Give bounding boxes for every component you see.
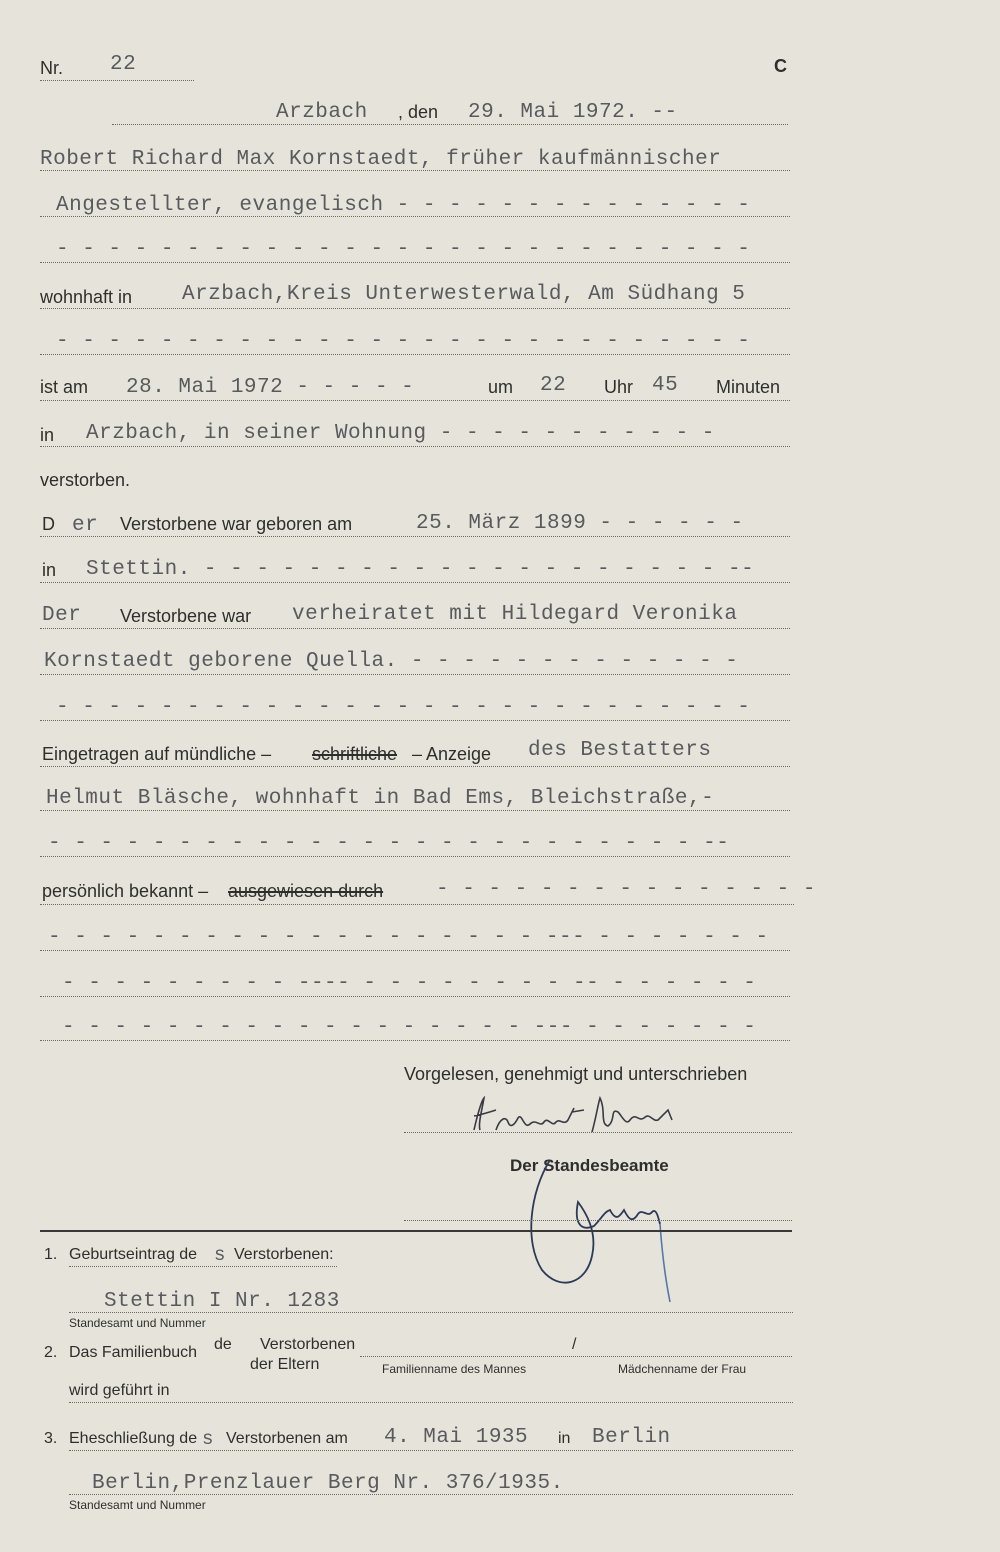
note-2-eltern: der Eltern bbox=[250, 1356, 320, 1373]
residence-underline-2 bbox=[40, 354, 790, 355]
report-underline-1 bbox=[40, 766, 790, 767]
report-label-prefix: Eingetragen auf mündliche – bbox=[42, 744, 272, 764]
note-2-caption-wife: Mädchenname der Frau bbox=[618, 1362, 747, 1376]
identity-filler-line-1: - - - - - - - - - - - - - - - - - - - --- - - - - - - - bbox=[48, 926, 769, 949]
birth-er-typed: er bbox=[72, 514, 99, 537]
ist-am-label: ist am bbox=[40, 377, 89, 397]
residence-label: wohnhaft in bbox=[40, 287, 133, 307]
note-1-label-2: Verstorbenen: bbox=[234, 1246, 334, 1263]
death-in-label: in bbox=[40, 425, 55, 445]
residence-filler: - - - - - - - - - - - - - - - - - - - - - - - - - - - bbox=[56, 330, 751, 353]
name-underline-2 bbox=[40, 216, 790, 217]
note-3-label-2: Verstorbenen am bbox=[226, 1430, 348, 1447]
marriage-der-typed: Der bbox=[42, 604, 82, 627]
reporter-signature-line bbox=[404, 1132, 792, 1133]
note-1-s-typed: s bbox=[214, 1244, 226, 1266]
birth-d-label: D bbox=[42, 514, 55, 534]
reporter-name-address: Helmut Bläsche, wohnhaft in Bad Ems, Bleichstraße,- bbox=[46, 787, 715, 810]
name-underline-3 bbox=[40, 262, 790, 263]
note-3-s-typed: s bbox=[202, 1428, 214, 1450]
registrar-signature bbox=[520, 1152, 700, 1312]
minuten-label: Minuten bbox=[716, 377, 781, 397]
deceased-name-line-1: Robert Richard Max Kornstaedt, früher kaufmännischer bbox=[40, 148, 722, 171]
identity-filler-line-2: - - - - - - - - - ---- - - - - - - - - -- - - - - - - bbox=[62, 972, 757, 995]
birth-register-entry: Stettin I Nr. 1283 bbox=[104, 1290, 340, 1313]
verstorben-label: verstorben. bbox=[40, 470, 131, 490]
deceased-name-line-3: - - - - - - - - - - - - - - - - - - - - - - - - - - - bbox=[56, 238, 751, 261]
identity-underline-2 bbox=[40, 996, 790, 997]
note-1-value-underline bbox=[69, 1312, 793, 1313]
residence-value: Arzbach,Kreis Unterwesterwald, Am Südhang 5 bbox=[182, 283, 746, 306]
um-label: um bbox=[488, 377, 514, 397]
nr-value: 22 bbox=[110, 53, 137, 76]
note-3-in-label: in bbox=[558, 1430, 571, 1447]
identity-struck-option: ausgewiesen durch bbox=[228, 881, 384, 901]
identity-underline-3 bbox=[40, 1040, 790, 1041]
register-letter: C bbox=[774, 56, 787, 76]
note-2-de: de bbox=[214, 1336, 232, 1353]
place-of-registration: Arzbach bbox=[276, 101, 368, 124]
report-underline-3 bbox=[40, 856, 790, 857]
marital-status: verheiratet mit Hildegard Veronika bbox=[292, 603, 738, 626]
spouse-name: Kornstaedt geborene Quella. - - - - - - - - - - - - - bbox=[44, 650, 739, 673]
death-minutes: 45 bbox=[652, 374, 679, 397]
note-2-wird-label: wird geführt in bbox=[69, 1382, 170, 1399]
note-3-underline bbox=[69, 1450, 793, 1451]
report-underline-2 bbox=[40, 810, 790, 811]
note-1-label-underline bbox=[69, 1266, 337, 1267]
marriage-register-entry: Berlin,Prenzlauer Berg Nr. 376/1935. bbox=[92, 1472, 564, 1495]
birth-place: Stettin. - - - - - - - - - - - - - - - - - - - - -- bbox=[86, 558, 755, 581]
footer-separator bbox=[40, 1230, 792, 1232]
note-1-label: Geburtseintrag de bbox=[69, 1246, 198, 1263]
registrar-signature-line bbox=[404, 1220, 792, 1221]
marriage-underline-1 bbox=[40, 628, 790, 629]
reporter-role: des Bestatters bbox=[528, 739, 712, 762]
note-3-number: 3. bbox=[44, 1430, 58, 1447]
marriage-underline-2 bbox=[40, 674, 790, 675]
marriage-label: Verstorbene war bbox=[120, 606, 252, 626]
marriage-filler: - - - - - - - - - - - - - - - - - - - - - - - - - - - bbox=[56, 696, 751, 719]
marriage-date: 4. Mai 1935 bbox=[384, 1426, 529, 1449]
note-2-number: 2. bbox=[44, 1344, 58, 1361]
note-3-label: Eheschließung de bbox=[69, 1430, 198, 1447]
closing-text: Vorgelesen, genehmigt und unterschrieben bbox=[404, 1064, 748, 1084]
note-2-label: Das Familienbuch bbox=[69, 1344, 198, 1361]
death-hour: 22 bbox=[540, 374, 567, 397]
note-3-value-underline bbox=[69, 1494, 793, 1495]
residence-underline bbox=[40, 308, 790, 309]
note-2-name-underline bbox=[360, 1356, 792, 1357]
death-date: 28. Mai 1972 - - - - - bbox=[126, 376, 415, 399]
note-2-caption-husband: Familienname des Mannes bbox=[382, 1362, 527, 1376]
note-2-verstorbenen: Verstorbenen bbox=[260, 1336, 356, 1353]
note-2-slash: / bbox=[572, 1336, 577, 1353]
birth-in-label: in bbox=[42, 560, 57, 580]
death-place: Arzbach, in seiner Wohnung - - - - - - - - - - - bbox=[86, 422, 715, 445]
identity-underline bbox=[40, 904, 794, 905]
note-1-caption: Standesamt und Nummer bbox=[69, 1316, 206, 1330]
name-underline-1 bbox=[40, 170, 790, 171]
nr-label: Nr. bbox=[40, 58, 64, 78]
marriage-place: Berlin bbox=[592, 1426, 671, 1449]
note-2-location-underline bbox=[69, 1402, 793, 1403]
den-label: , den bbox=[398, 102, 439, 122]
identity-filler-line-3: - - - - - - - - - - - - - - - - - - --- - - - - - - - bbox=[62, 1016, 757, 1039]
identity-filler: - - - - - - - - - - - - - - - bbox=[436, 878, 816, 901]
report-struck-option: schriftliche bbox=[312, 744, 398, 764]
birth-date: 25. März 1899 - - - - - - bbox=[416, 512, 744, 535]
identity-underline-1 bbox=[40, 950, 790, 951]
note-1-number: 1. bbox=[44, 1246, 58, 1263]
birth-label: Verstorbene war geboren am bbox=[120, 514, 353, 534]
nr-underline bbox=[40, 80, 194, 81]
deceased-name-line-2: Angestellter, evangelisch - - - - - - - - - - - - - - bbox=[56, 194, 751, 217]
note-3-caption: Standesamt und Nummer bbox=[69, 1498, 206, 1512]
death-date-underline bbox=[40, 400, 790, 401]
report-filler: - - - - - - - - - - - - - - - - - - - - - - - - - -- bbox=[48, 832, 730, 855]
birth-underline bbox=[40, 536, 790, 537]
death-place-underline bbox=[40, 446, 790, 447]
birth-place-underline bbox=[40, 582, 790, 583]
report-label-suffix: – Anzeige bbox=[412, 744, 492, 764]
marriage-underline-3 bbox=[40, 720, 790, 721]
registration-date: 29. Mai 1972. -- bbox=[468, 101, 678, 124]
uhr-label: Uhr bbox=[604, 377, 634, 397]
identity-label: persönlich bekannt – bbox=[42, 881, 209, 901]
official-title: Der Standesbeamte bbox=[510, 1156, 669, 1175]
date-underline bbox=[112, 124, 788, 125]
